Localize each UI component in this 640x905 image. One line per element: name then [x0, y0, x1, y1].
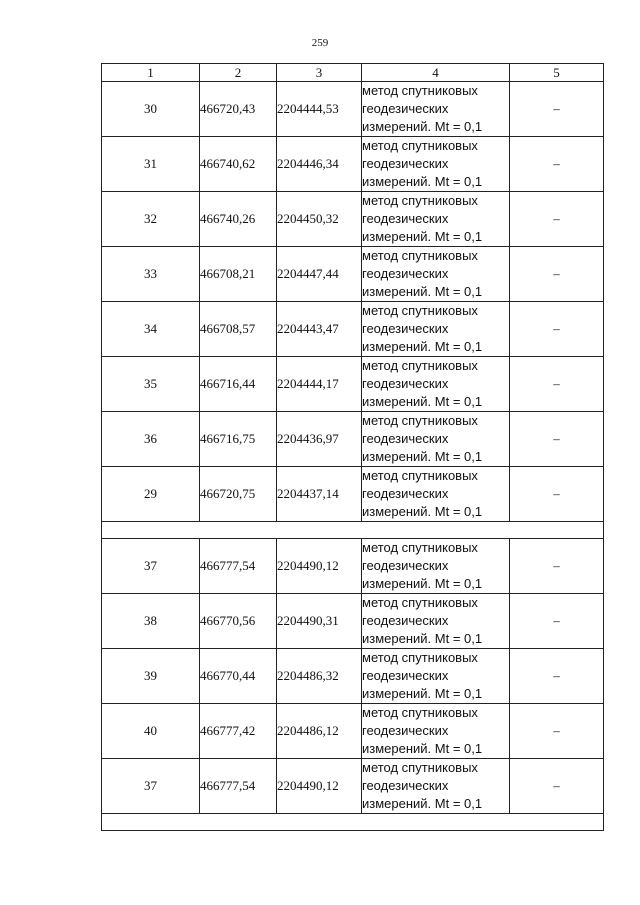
point-number-cell: 35 — [102, 357, 200, 412]
separator-row — [102, 814, 604, 831]
value-cell: – — [510, 759, 604, 814]
method-cell — [362, 759, 510, 814]
y-coordinate-cell: 2204450,32 — [277, 192, 362, 247]
y-coordinate-cell: 2204486,32 — [277, 649, 362, 704]
point-number-cell: 36 — [102, 412, 200, 467]
method-cell — [362, 649, 510, 704]
point-number-cell: 39 — [102, 649, 200, 704]
table-row — [102, 594, 604, 649]
point-number-cell: 40 — [102, 704, 200, 759]
table-row — [102, 649, 604, 704]
method-line: метод спутниковых — [362, 760, 478, 775]
value-cell: – — [510, 192, 604, 247]
x-coordinate-cell: 466720,75 — [200, 467, 277, 522]
method-line: геодезических — [362, 101, 449, 116]
method-line: геодезических — [362, 321, 449, 336]
value-cell: – — [510, 247, 604, 302]
table-header-row — [102, 64, 604, 82]
column-header-3: 3 — [277, 64, 362, 82]
table-row — [102, 302, 604, 357]
table-row — [102, 192, 604, 247]
x-coordinate-cell: 466720,43 — [200, 82, 277, 137]
point-number-cell: 31 — [102, 137, 200, 192]
method-cell — [362, 357, 510, 412]
point-number-cell: 30 — [102, 82, 200, 137]
method-line: геодезических — [362, 156, 449, 171]
y-coordinate-cell: 2204437,14 — [277, 467, 362, 522]
x-coordinate-cell: 466708,57 — [200, 302, 277, 357]
method-line: метод спутниковых — [362, 540, 478, 555]
point-number-cell: 37 — [102, 539, 200, 594]
coordinates-table — [101, 63, 604, 831]
method-line: измерений. Mt = 0,1 — [362, 504, 483, 519]
method-cell — [362, 704, 510, 759]
method-line: метод спутниковых — [362, 303, 478, 318]
method-line: геодезических — [362, 558, 449, 573]
table-row — [102, 704, 604, 759]
y-coordinate-cell: 2204490,12 — [277, 539, 362, 594]
method-line: геодезических — [362, 211, 449, 226]
method-line: метод спутниковых — [362, 248, 478, 263]
method-line: измерений. Mt = 0,1 — [362, 796, 483, 811]
page-number: 259 — [311, 37, 329, 49]
table-row — [102, 467, 604, 522]
value-cell: – — [510, 137, 604, 192]
method-line: метод спутниковых — [362, 83, 478, 98]
table-row — [102, 247, 604, 302]
method-cell — [362, 247, 510, 302]
method-line: метод спутниковых — [362, 468, 478, 483]
value-cell: – — [510, 704, 604, 759]
value-cell: – — [510, 412, 604, 467]
y-coordinate-cell: 2204436,97 — [277, 412, 362, 467]
value-cell: – — [510, 649, 604, 704]
x-coordinate-cell: 466740,26 — [200, 192, 277, 247]
table-row — [102, 412, 604, 467]
method-line: геодезических — [362, 486, 449, 501]
method-line: геодезических — [362, 668, 449, 683]
method-line: метод спутниковых — [362, 413, 478, 428]
method-line: измерений. Mt = 0,1 — [362, 284, 483, 299]
method-line: геодезических — [362, 376, 449, 391]
method-line: метод спутниковых — [362, 138, 478, 153]
column-header-4: 4 — [362, 64, 510, 82]
method-line: метод спутниковых — [362, 705, 478, 720]
method-line: геодезических — [362, 266, 449, 281]
y-coordinate-cell: 2204490,12 — [277, 759, 362, 814]
method-line: метод спутниковых — [362, 193, 478, 208]
x-coordinate-cell: 466777,54 — [200, 759, 277, 814]
x-coordinate-cell: 466777,54 — [200, 539, 277, 594]
method-line: измерений. Mt = 0,1 — [362, 741, 483, 756]
x-coordinate-cell: 466716,44 — [200, 357, 277, 412]
y-coordinate-cell: 2204447,44 — [277, 247, 362, 302]
value-cell: – — [510, 82, 604, 137]
value-cell: – — [510, 594, 604, 649]
method-line: геодезических — [362, 613, 449, 628]
x-coordinate-cell: 466740,62 — [200, 137, 277, 192]
method-cell — [362, 192, 510, 247]
table-row — [102, 82, 604, 137]
point-number-cell: 33 — [102, 247, 200, 302]
separator-row — [102, 522, 604, 539]
separator-cell — [102, 522, 604, 539]
coordinates-table-body — [102, 64, 604, 831]
x-coordinate-cell: 466708,21 — [200, 247, 277, 302]
value-cell: – — [510, 302, 604, 357]
method-cell — [362, 82, 510, 137]
column-header-1: 1 — [102, 64, 200, 82]
y-coordinate-cell: 2204443,47 — [277, 302, 362, 357]
point-number-cell: 34 — [102, 302, 200, 357]
column-header-2: 2 — [200, 64, 277, 82]
method-cell — [362, 302, 510, 357]
y-coordinate-cell: 2204446,34 — [277, 137, 362, 192]
table-row — [102, 539, 604, 594]
y-coordinate-cell: 2204444,53 — [277, 82, 362, 137]
table-row — [102, 137, 604, 192]
table-row — [102, 759, 604, 814]
point-number-cell: 37 — [102, 759, 200, 814]
method-line: измерений. Mt = 0,1 — [362, 229, 483, 244]
y-coordinate-cell: 2204444,17 — [277, 357, 362, 412]
method-cell — [362, 467, 510, 522]
method-line: измерений. Mt = 0,1 — [362, 449, 483, 464]
y-coordinate-cell: 2204486,12 — [277, 704, 362, 759]
method-line: геодезических — [362, 431, 449, 446]
method-line: измерений. Mt = 0,1 — [362, 394, 483, 409]
y-coordinate-cell: 2204490,31 — [277, 594, 362, 649]
method-line: геодезических — [362, 723, 449, 738]
method-line: измерений. Mt = 0,1 — [362, 576, 483, 591]
x-coordinate-cell: 466777,42 — [200, 704, 277, 759]
method-line: измерений. Mt = 0,1 — [362, 686, 483, 701]
point-number-cell: 32 — [102, 192, 200, 247]
point-number-cell: 29 — [102, 467, 200, 522]
x-coordinate-cell: 466770,44 — [200, 649, 277, 704]
method-line: метод спутниковых — [362, 358, 478, 373]
method-cell — [362, 412, 510, 467]
method-line: измерений. Mt = 0,1 — [362, 339, 483, 354]
method-line: метод спутниковых — [362, 595, 478, 610]
x-coordinate-cell: 466716,75 — [200, 412, 277, 467]
method-line: метод спутниковых — [362, 650, 478, 665]
method-line: измерений. Mt = 0,1 — [362, 174, 483, 189]
value-cell: – — [510, 539, 604, 594]
method-line: геодезических — [362, 778, 449, 793]
value-cell: – — [510, 357, 604, 412]
separator-cell — [102, 814, 604, 831]
method-cell — [362, 539, 510, 594]
method-line: измерений. Mt = 0,1 — [362, 119, 483, 134]
x-coordinate-cell: 466770,56 — [200, 594, 277, 649]
point-number-cell: 38 — [102, 594, 200, 649]
table-row — [102, 357, 604, 412]
method-line: измерений. Mt = 0,1 — [362, 631, 483, 646]
column-header-5: 5 — [510, 64, 604, 82]
method-cell — [362, 137, 510, 192]
method-cell — [362, 594, 510, 649]
value-cell: – — [510, 467, 604, 522]
